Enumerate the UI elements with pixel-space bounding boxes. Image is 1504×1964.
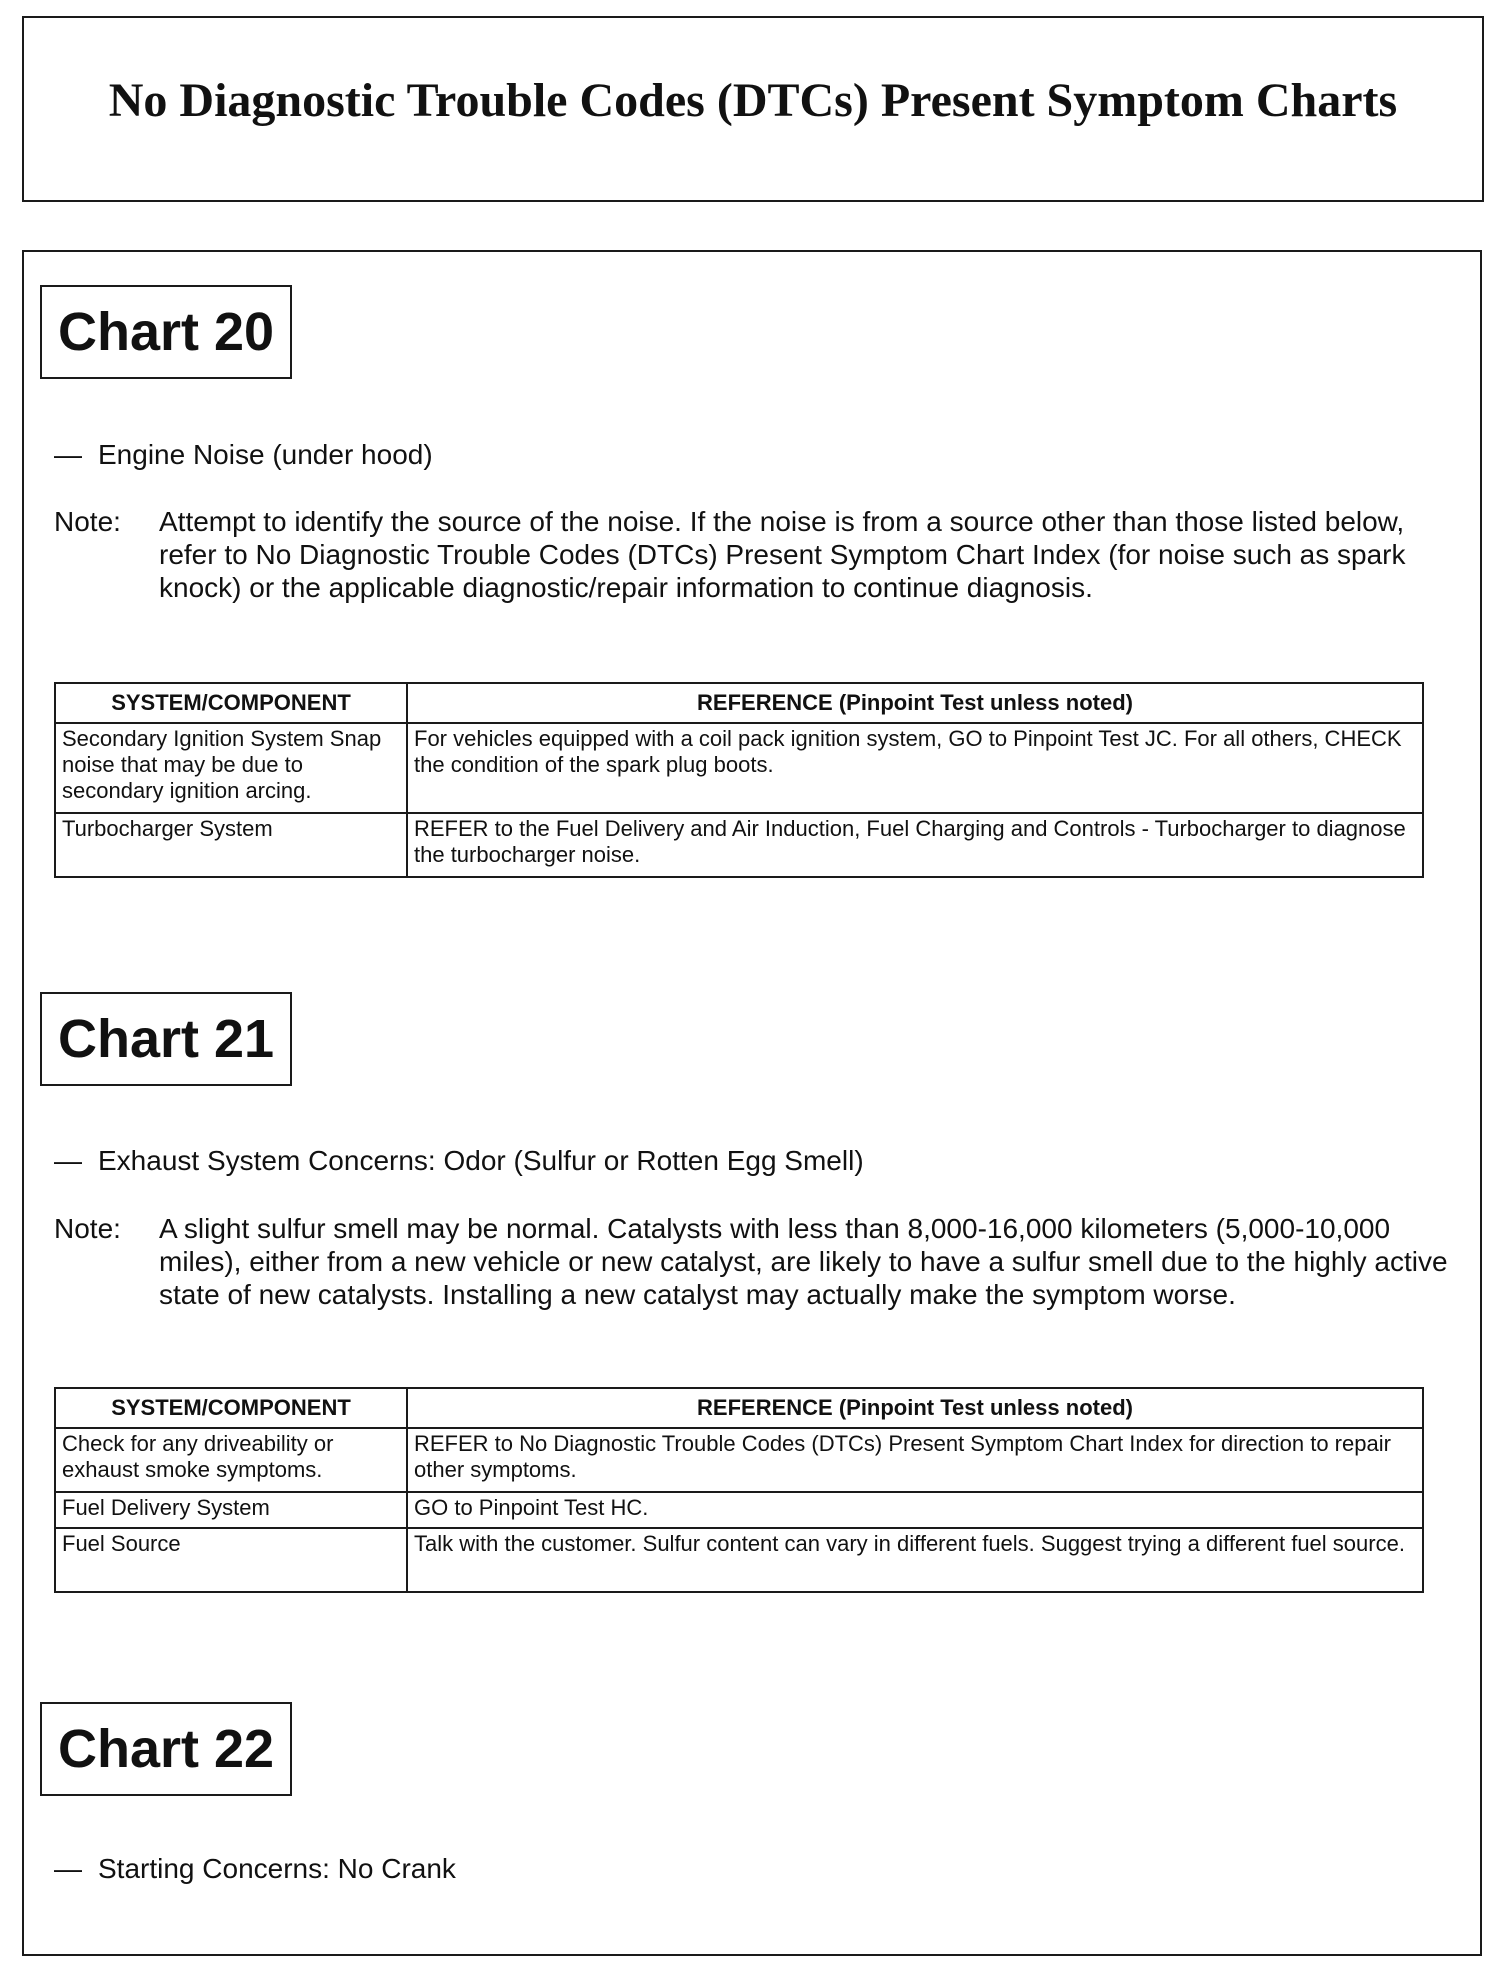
chart-21-symptom	[54, 1144, 864, 1178]
chart-21-symptom-text: Exhaust System Concerns: Odor (Sulfur or Rotten Egg Smell)	[98, 1145, 864, 1176]
row-system: Fuel Source	[55, 1528, 407, 1592]
chart-22-label: Chart 22	[40, 1702, 292, 1796]
chart-22-symptom-text: Starting Concerns: No Crank	[98, 1853, 456, 1884]
row-reference: For vehicles equipped with a coil pack ignition system, GO to Pinpoint Test JC. For all others, CHECK the condition of the spark plug boots.	[407, 723, 1423, 813]
chart-22-symptom	[54, 1852, 456, 1886]
table-header-row	[55, 683, 1423, 723]
chart-20-note-text: Attempt to identify the source of the noise. If the noise is from a source other than those listed below, refer to No Diagnostic Trouble Codes (DTCs) Present Symptom Chart Index (for noise such as spark knock) or the applicable diagnostic/repair information to continue diagnosis.	[159, 506, 1406, 603]
row-reference: Talk with the customer. Sulfur content can vary in different fuels. Suggest trying a different fuel source.	[407, 1528, 1423, 1592]
symptom-dash: —	[54, 1853, 82, 1884]
table-row	[55, 1428, 1423, 1492]
note-label: Note:	[54, 506, 121, 537]
header-reference: REFERENCE (Pinpoint Test unless noted)	[407, 1388, 1423, 1428]
row-reference: REFER to No Diagnostic Trouble Codes (DTCs) Present Symptom Chart Index for direction to repair other symptoms.	[407, 1428, 1423, 1492]
row-system: Fuel Delivery System	[55, 1492, 407, 1528]
row-system: Turbocharger System	[55, 813, 407, 877]
table-row	[55, 1528, 1423, 1592]
row-system: Check for any driveability or exhaust smoke symptoms.	[55, 1428, 407, 1492]
title-box	[22, 16, 1484, 202]
header-system: SYSTEM/COMPONENT	[55, 683, 407, 723]
table-header-row	[55, 1388, 1423, 1428]
table-row	[55, 1492, 1423, 1528]
symptom-dash: —	[54, 439, 82, 470]
chart-20-symptom-text: Engine Noise (under hood)	[98, 439, 433, 470]
chart-21-label: Chart 21	[40, 992, 292, 1086]
chart-20-symptom	[54, 438, 433, 472]
chart-21-table	[54, 1387, 1424, 1593]
symptom-dash: —	[54, 1145, 82, 1176]
row-reference: GO to Pinpoint Test HC.	[407, 1492, 1423, 1528]
chart-21-note	[54, 1212, 1454, 1311]
header-reference: REFERENCE (Pinpoint Test unless noted)	[407, 683, 1423, 723]
chart-20-label: Chart 20	[40, 285, 292, 379]
table-row	[55, 813, 1423, 877]
table-row	[55, 723, 1423, 813]
content-box	[22, 250, 1482, 1956]
chart-21-note-text: A slight sulfur smell may be normal. Catalysts with less than 8,000-16,000 kilometers (5,000-10,000 miles), either from a new vehicle or new catalyst, are likely to have a sulfur smell due to the highly active state of new catalysts. Installing a new catalyst may actually make the symptom worse.	[159, 1213, 1448, 1310]
header-system: SYSTEM/COMPONENT	[55, 1388, 407, 1428]
note-label: Note:	[54, 1213, 121, 1244]
row-reference: REFER to the Fuel Delivery and Air Induction, Fuel Charging and Controls - Turbocharger to diagnose the turbocharger noise.	[407, 813, 1423, 877]
row-system: Secondary Ignition System Snap noise that may be due to secondary ignition arcing.	[55, 723, 407, 813]
chart-20-note	[54, 505, 1454, 604]
chart-20-table	[54, 682, 1424, 878]
page-title: No Diagnostic Trouble Codes (DTCs) Present Symptom Charts	[108, 74, 1398, 127]
